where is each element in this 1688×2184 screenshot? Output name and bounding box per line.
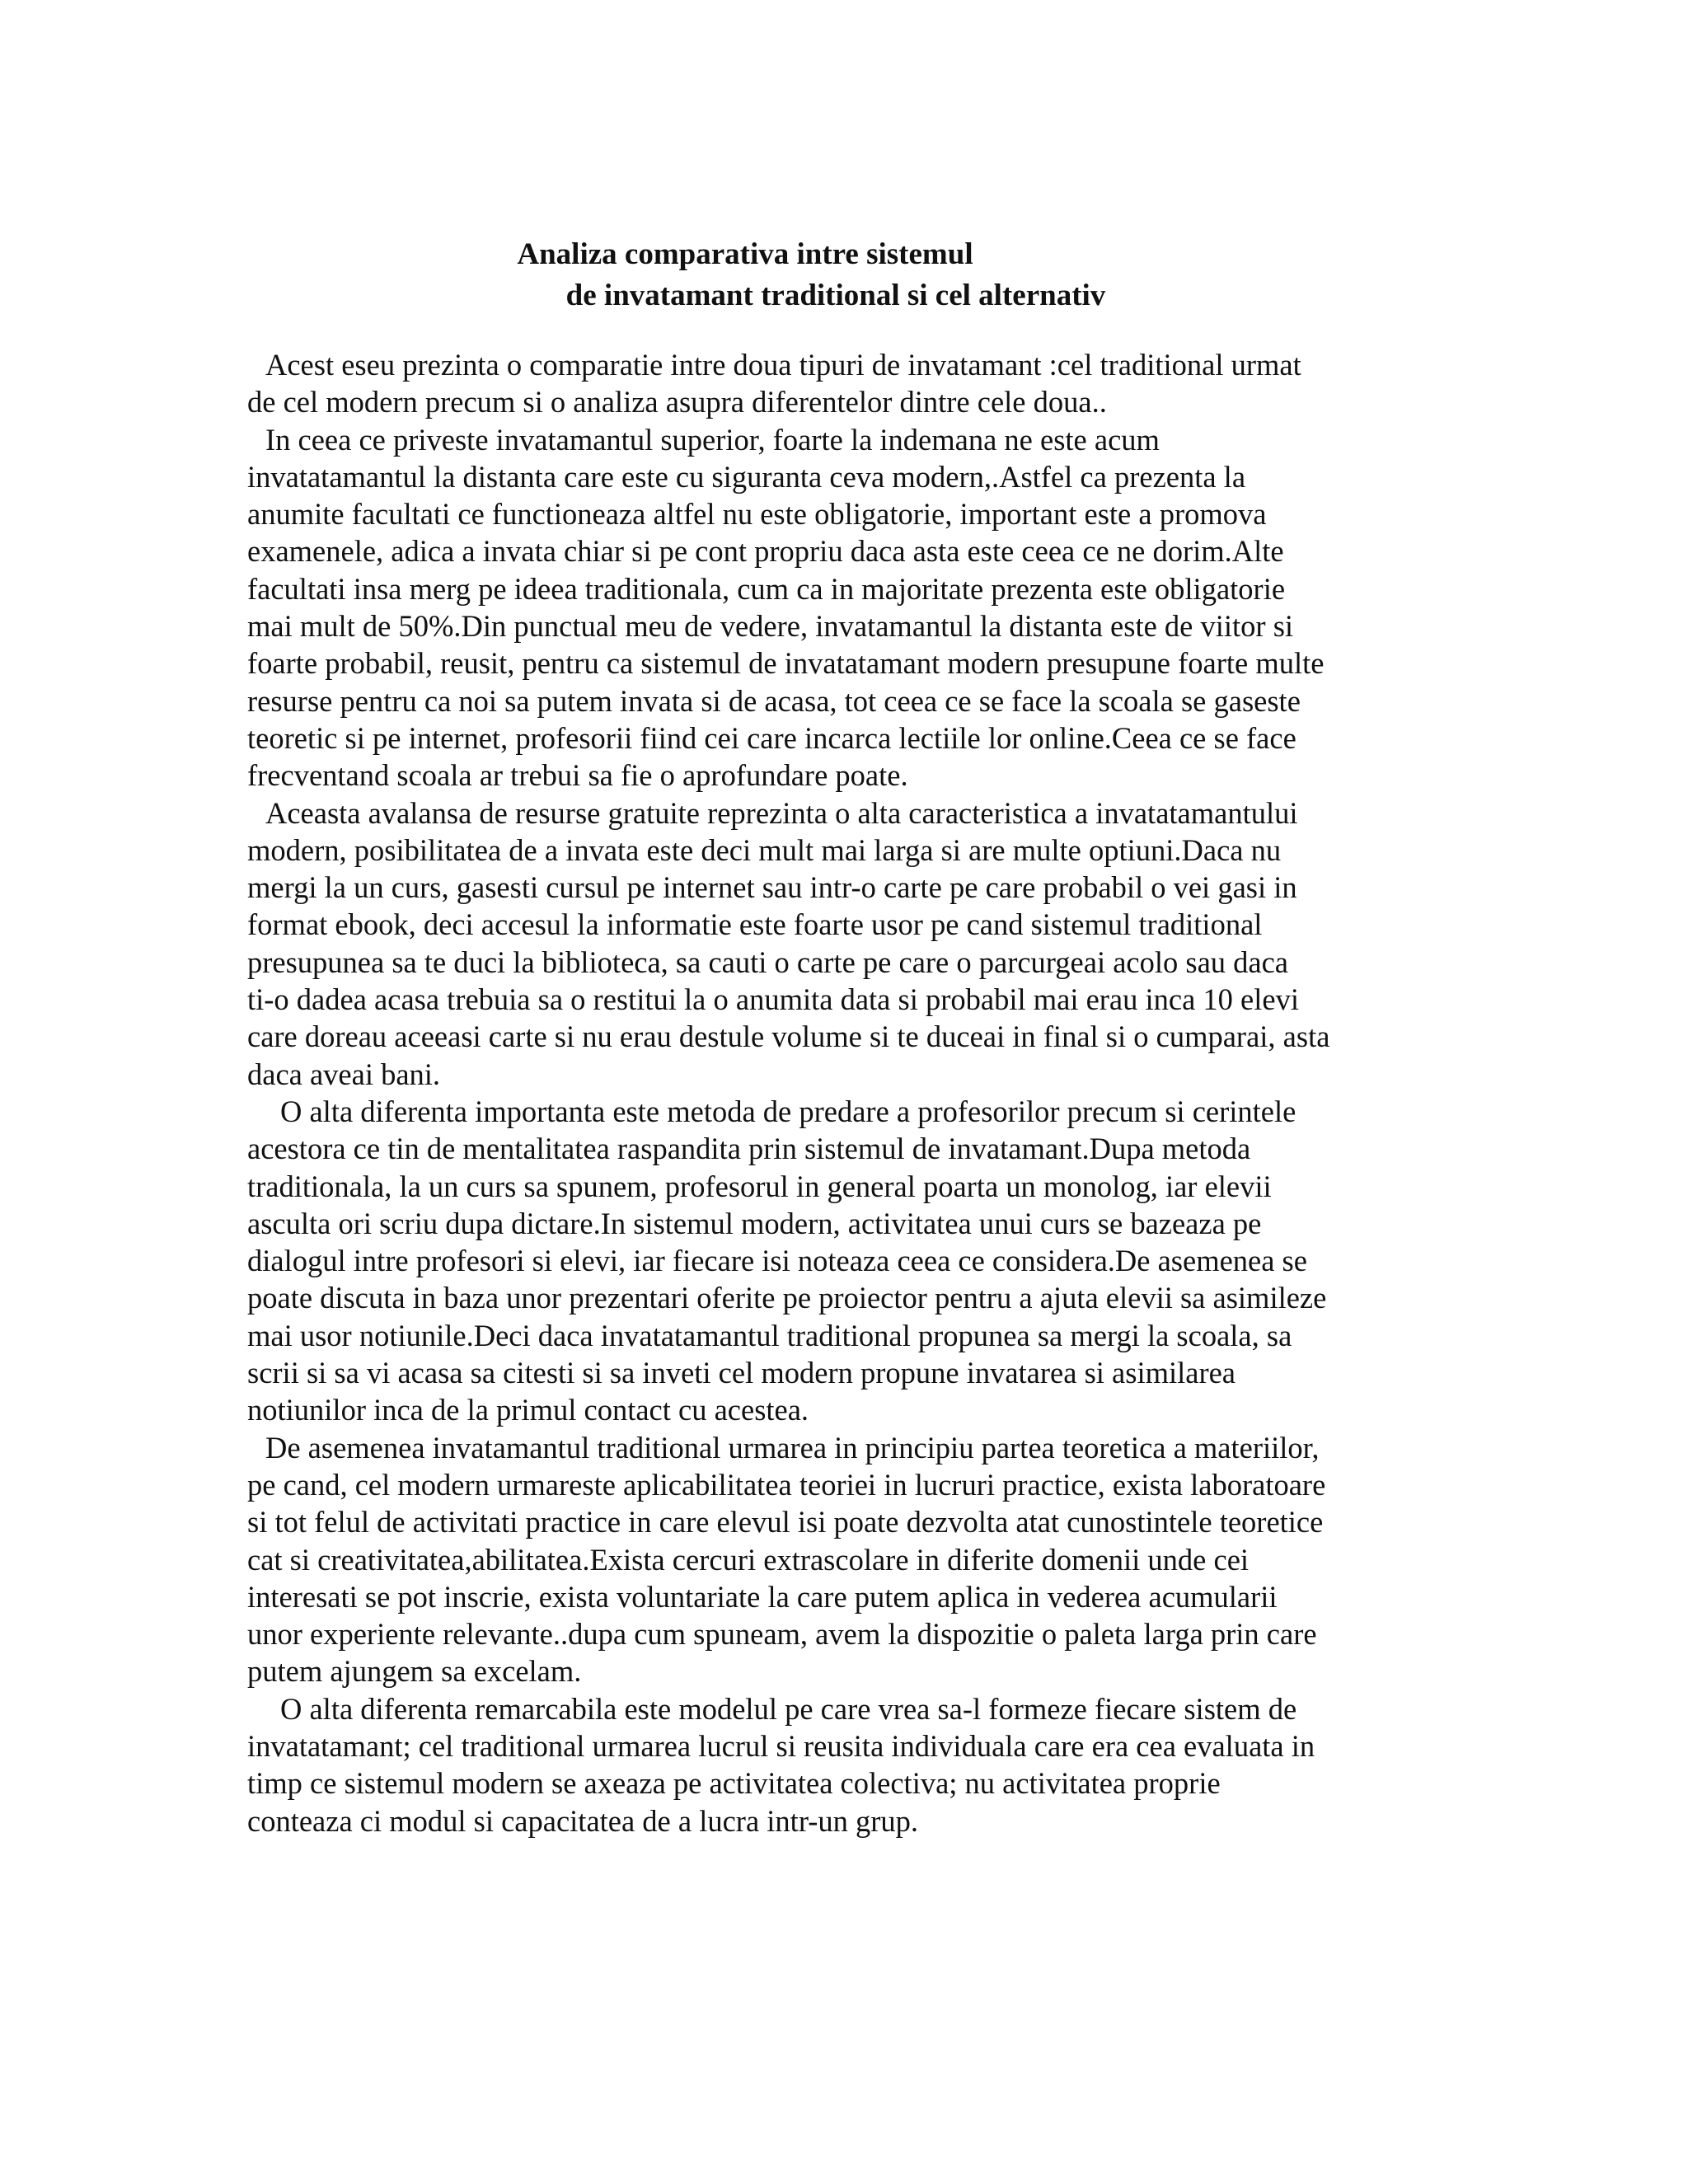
text-line: asculta ori scriu dupa dictare.In sistemul modern, activitatea unui curs se bazeaza pe <box>247 1206 1262 1240</box>
text-line: presupunea sa te duci la biblioteca, sa cauti o carte pe care o parcurgeai acolo sau daca <box>247 944 1289 979</box>
text-line: pe cand, cel modern urmareste aplicabilitatea teoriei in lucruri practice, exista laboratoare <box>247 1467 1326 1502</box>
document-title <box>0 234 1688 316</box>
text-line: putem ajungem sa excelam. <box>247 1654 582 1689</box>
text-line: cat si creativitatea,abilitatea.Exista cercuri extrascolare in diferite domenii unde cei <box>247 1542 1250 1577</box>
text-line: De asemenea invatamantul traditional urmarea in principiu partea teoretica a materiilor, <box>265 1430 1320 1465</box>
text-line: Aceasta avalansa de resurse gratuite reprezinta o alta caracteristica a invatatamantului <box>265 795 1298 830</box>
text-line: O alta diferenta importanta este metoda de predare a profesorilor precum si cerintele <box>280 1094 1296 1128</box>
text-line: invatatamant; cel traditional urmarea lucrul si reusita individuala care era cea evaluata in <box>247 1728 1315 1763</box>
text-line: mai usor notiunile.Deci daca invatatamantul traditional propunea sa mergi la scoala, sa <box>247 1318 1292 1352</box>
text-line: interesati se pot inscrie, exista voluntariate la care putem aplica in vederea acumularii <box>247 1579 1278 1614</box>
text-line: modern, posibilitatea de a invata este deci mult mai larga si are multe optiuni.Daca nu <box>247 832 1282 867</box>
text-line: de cel modern precum si o analiza asupra diferentelor dintre cele doua.. <box>247 385 1107 419</box>
text-line: poate discuta in baza unor prezentari oferite pe proiector pentru a ajuta elevii sa asimileze <box>247 1281 1327 1315</box>
text-line: traditionala, la un curs sa spunem, profesorul in general poarta un monolog, iar elevii <box>247 1169 1272 1203</box>
title-line: Analiza comparativa intre sistemul <box>517 237 973 271</box>
text-line: In ceea ce priveste invatamantul superior, foarte la indemana ne este acum <box>265 422 1160 457</box>
text-line: facultati insa merg pe ideea traditionala, cum ca in majoritate prezenta este obligatorie <box>247 571 1286 606</box>
text-line: examenele, adica a invata chiar si pe cont propriu daca asta este ceea ce ne dorim.Alte <box>247 534 1284 569</box>
text-line: format ebook, deci accesul la informatie este foarte usor pe cand sistemul traditional <box>247 907 1263 942</box>
document-body <box>247 346 1451 1840</box>
text-line: dialogul intre profesori si elevi, iar fiecare isi noteaza ceea ce considera.De asemenea se <box>247 1244 1307 1278</box>
text-line: si tot felul de activitati practice in care elevul isi poate dezvolta atat cunostintele teoretice <box>247 1505 1324 1540</box>
text-line: frecventand scoala ar trebui sa fie o aprofundare poate. <box>247 758 908 793</box>
text-line: mergi la un curs, gasesti cursul pe internet sau intr-o carte pe care probabil o vei gasi in <box>247 870 1297 905</box>
text-line: daca aveai bani. <box>247 1057 441 1091</box>
text-line: Acest eseu prezinta o comparatie intre doua tipuri de invatamant :cel traditional urmat <box>265 348 1301 382</box>
text-line: O alta diferenta remarcabila este modelul pe care vrea sa-l formeze fiecare sistem de <box>280 1691 1297 1726</box>
text-line: resurse pentru ca noi sa putem invata si de acasa, tot ceea ce se face la scoala se gaseste <box>247 683 1301 718</box>
text-line: conteaza ci modul si capacitatea de a lucra intr-un grup. <box>247 1803 919 1838</box>
text-line: foarte probabil, reusit, pentru ca sistemul de invatatamant modern presupune foarte multe <box>247 646 1325 681</box>
text-line: mai mult de 50%.Din punctual meu de vedere, invatamantul la distanta este de viitor si <box>247 609 1294 644</box>
text-line: unor experiente relevante..dupa cum spuneam, avem la dispozitie o paleta larga prin care <box>247 1617 1317 1652</box>
text-line: acestora ce tin de mentalitatea raspandita prin sistemul de invatamant.Dupa metoda <box>247 1132 1251 1166</box>
text-line: notiunilor inca de la primul contact cu acestea. <box>247 1393 809 1427</box>
text-line: invatatamantul la distanta care este cu siguranta ceva modern,.Astfel ca prezenta la <box>247 459 1246 494</box>
text-line: care doreau aceeasi carte si nu erau destule volume si te duceai in final si o cumparai, asta <box>247 1019 1330 1054</box>
text-line: ti-o dadea acasa trebuia sa o restitui la o anumita data si probabil mai erau inca 10 elevi <box>247 982 1299 1017</box>
text-line: scrii si sa vi acasa sa citesti si sa inveti cel modern propune invatarea si asimilarea <box>247 1356 1236 1390</box>
text-line: timp ce sistemul modern se axeaza pe activitatea colectiva; nu activitatea proprie <box>247 1766 1221 1801</box>
title-line: de invatamant traditional si cel alternativ <box>565 279 1106 312</box>
text-line: anumite facultati ce functioneaza altfel nu este obligatorie, important este a promova <box>247 497 1267 532</box>
text-line: teoretic si pe internet, profesorii fiind cei care incarca lectiile lor online.Ceea ce se face <box>247 720 1296 755</box>
